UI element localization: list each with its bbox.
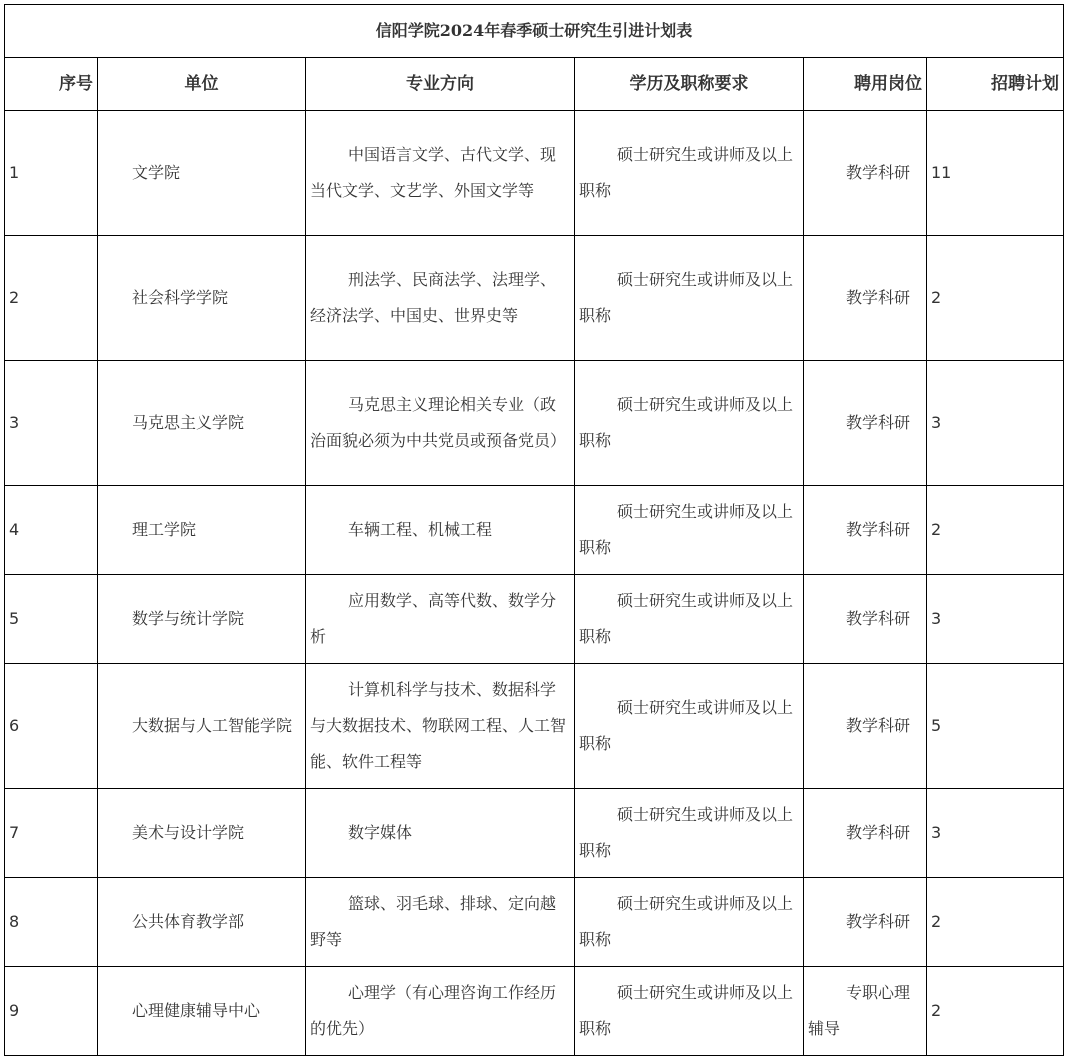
header-post: 聘用岗位 [804,58,927,111]
row-post: 教学科研 [804,575,927,664]
row-unit: 大数据与人工智能学院 [98,664,306,789]
row-plan: 2 [927,236,1064,361]
row-major: 刑法学、民商法学、法理学、经济法学、中国史、世界史等 [306,236,575,361]
row-post: 教学科研 [804,664,927,789]
row-unit: 理工学院 [98,486,306,575]
table-row [5,967,1064,1056]
row-requirement: 硕士研究生或讲师及以上职称 [575,486,804,575]
row-no: 4 [5,486,98,575]
table-row [5,361,1064,486]
table-row [5,486,1064,575]
header-row [5,58,1064,111]
row-no: 7 [5,789,98,878]
table-title: 信阳学院2024年春季硕士研究生引进计划表 [5,5,1064,58]
table-row [5,664,1064,789]
header-major: 专业方向 [306,58,575,111]
recruitment-plan-table [4,4,1064,1056]
row-post: 教学科研 [804,789,927,878]
row-requirement: 硕士研究生或讲师及以上职称 [575,878,804,967]
row-plan: 3 [927,361,1064,486]
row-post: 教学科研 [804,361,927,486]
row-unit: 美术与设计学院 [98,789,306,878]
header-no: 序号 [5,58,98,111]
row-plan: 2 [927,967,1064,1056]
row-requirement: 硕士研究生或讲师及以上职称 [575,575,804,664]
row-post: 教学科研 [804,878,927,967]
row-no: 6 [5,664,98,789]
row-plan: 11 [927,111,1064,236]
row-post: 教学科研 [804,486,927,575]
row-no: 3 [5,361,98,486]
row-unit: 心理健康辅导中心 [98,967,306,1056]
row-plan: 2 [927,486,1064,575]
row-plan: 3 [927,789,1064,878]
row-unit: 数学与统计学院 [98,575,306,664]
row-post: 教学科研 [804,236,927,361]
row-major: 心理学（有心理咨询工作经历的优先） [306,967,575,1056]
row-plan: 2 [927,878,1064,967]
header-requirement: 学历及职称要求 [575,58,804,111]
table-row [5,575,1064,664]
row-unit: 文学院 [98,111,306,236]
row-major: 篮球、羽毛球、排球、定向越野等 [306,878,575,967]
row-major: 马克思主义理论相关专业（政治面貌必须为中共党员或预备党员） [306,361,575,486]
row-unit: 公共体育教学部 [98,878,306,967]
row-requirement: 硕士研究生或讲师及以上职称 [575,664,804,789]
title-row [5,5,1064,58]
row-requirement: 硕士研究生或讲师及以上职称 [575,789,804,878]
header-plan: 招聘计划 [927,58,1064,111]
row-post: 专职心理辅导 [804,967,927,1056]
row-no: 2 [5,236,98,361]
table-row [5,236,1064,361]
row-no: 1 [5,111,98,236]
row-requirement: 硕士研究生或讲师及以上职称 [575,967,804,1056]
row-requirement: 硕士研究生或讲师及以上职称 [575,236,804,361]
row-major: 中国语言文学、古代文学、现当代文学、文艺学、外国文学等 [306,111,575,236]
table-row [5,111,1064,236]
row-plan: 3 [927,575,1064,664]
row-major: 应用数学、高等代数、数学分析 [306,575,575,664]
row-unit: 马克思主义学院 [98,361,306,486]
row-no: 8 [5,878,98,967]
row-major: 计算机科学与技术、数据科学与大数据技术、物联网工程、人工智能、软件工程等 [306,664,575,789]
plan-table-container [4,4,1064,1056]
table-row [5,789,1064,878]
header-unit: 单位 [98,58,306,111]
row-no: 5 [5,575,98,664]
row-plan: 5 [927,664,1064,789]
row-unit: 社会科学学院 [98,236,306,361]
row-post: 教学科研 [804,111,927,236]
row-requirement: 硕士研究生或讲师及以上职称 [575,361,804,486]
row-major: 车辆工程、机械工程 [306,486,575,575]
table-row [5,878,1064,967]
row-requirement: 硕士研究生或讲师及以上职称 [575,111,804,236]
row-major: 数字媒体 [306,789,575,878]
row-no: 9 [5,967,98,1056]
